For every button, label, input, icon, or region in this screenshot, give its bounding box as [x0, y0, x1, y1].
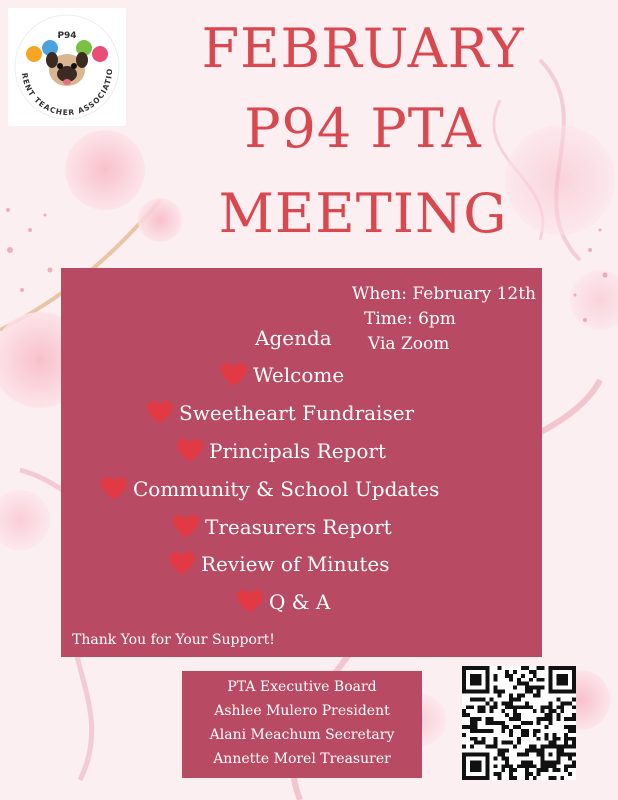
- heart-icon: [147, 401, 173, 425]
- heart-icon: [101, 477, 127, 501]
- agenda-item: [237, 587, 330, 617]
- meeting-date: When: February 12th: [351, 284, 536, 304]
- agenda-item: [173, 512, 392, 542]
- agenda-item: [101, 474, 439, 504]
- qr-code[interactable]: [462, 666, 576, 780]
- agenda-item-label: Q & A: [269, 590, 331, 614]
- heart-icon: [173, 515, 199, 539]
- meeting-time: Time: 6pm: [364, 309, 456, 329]
- agenda-item-label: Community & School Updates: [133, 477, 440, 501]
- title-line-2: P94 PTA: [244, 97, 482, 160]
- agenda-item-label: Review of Minutes: [201, 552, 390, 576]
- agenda-item: [221, 360, 344, 390]
- executive-board-panel: [182, 671, 422, 778]
- meeting-location: Via Zoom: [368, 334, 450, 354]
- heart-icon: [221, 363, 247, 387]
- title-line-3: MEETING: [218, 182, 508, 245]
- agenda-item-label: Principals Report: [209, 439, 386, 463]
- heart-icon: [169, 552, 195, 576]
- agenda-item-label: Treasurers Report: [205, 515, 392, 539]
- logo-ring-text: RENT TEACHER ASSOCIATIO: [20, 67, 115, 118]
- heart-icon: [237, 590, 263, 614]
- agenda-item-label: Welcome: [253, 363, 345, 387]
- heart-icon: [177, 439, 203, 463]
- pta-logo: [8, 8, 126, 126]
- agenda-item: [177, 436, 386, 466]
- agenda-item: [147, 398, 414, 428]
- agenda-item-label: Sweetheart Fundraiser: [179, 401, 415, 425]
- logo-badge-text: P94: [57, 31, 77, 41]
- meeting-details: [306, 282, 536, 357]
- agenda-heading: Agenda: [255, 326, 332, 350]
- thank-you-note: Thank You for Your Support!: [72, 632, 275, 648]
- pug-mascot-icon: [8, 8, 126, 126]
- board-member: Ashlee Mulero President: [214, 703, 390, 719]
- title-line-1: FEBRUARY: [201, 17, 525, 80]
- board-member: Annette Morel Treasurer: [213, 751, 391, 767]
- qr-code-icon: [462, 666, 576, 780]
- board-member: Alani Meachum Secretary: [209, 727, 395, 743]
- agenda-item: [169, 549, 389, 579]
- board-heading: PTA Executive Board: [227, 679, 377, 695]
- agenda-panel: [61, 268, 542, 657]
